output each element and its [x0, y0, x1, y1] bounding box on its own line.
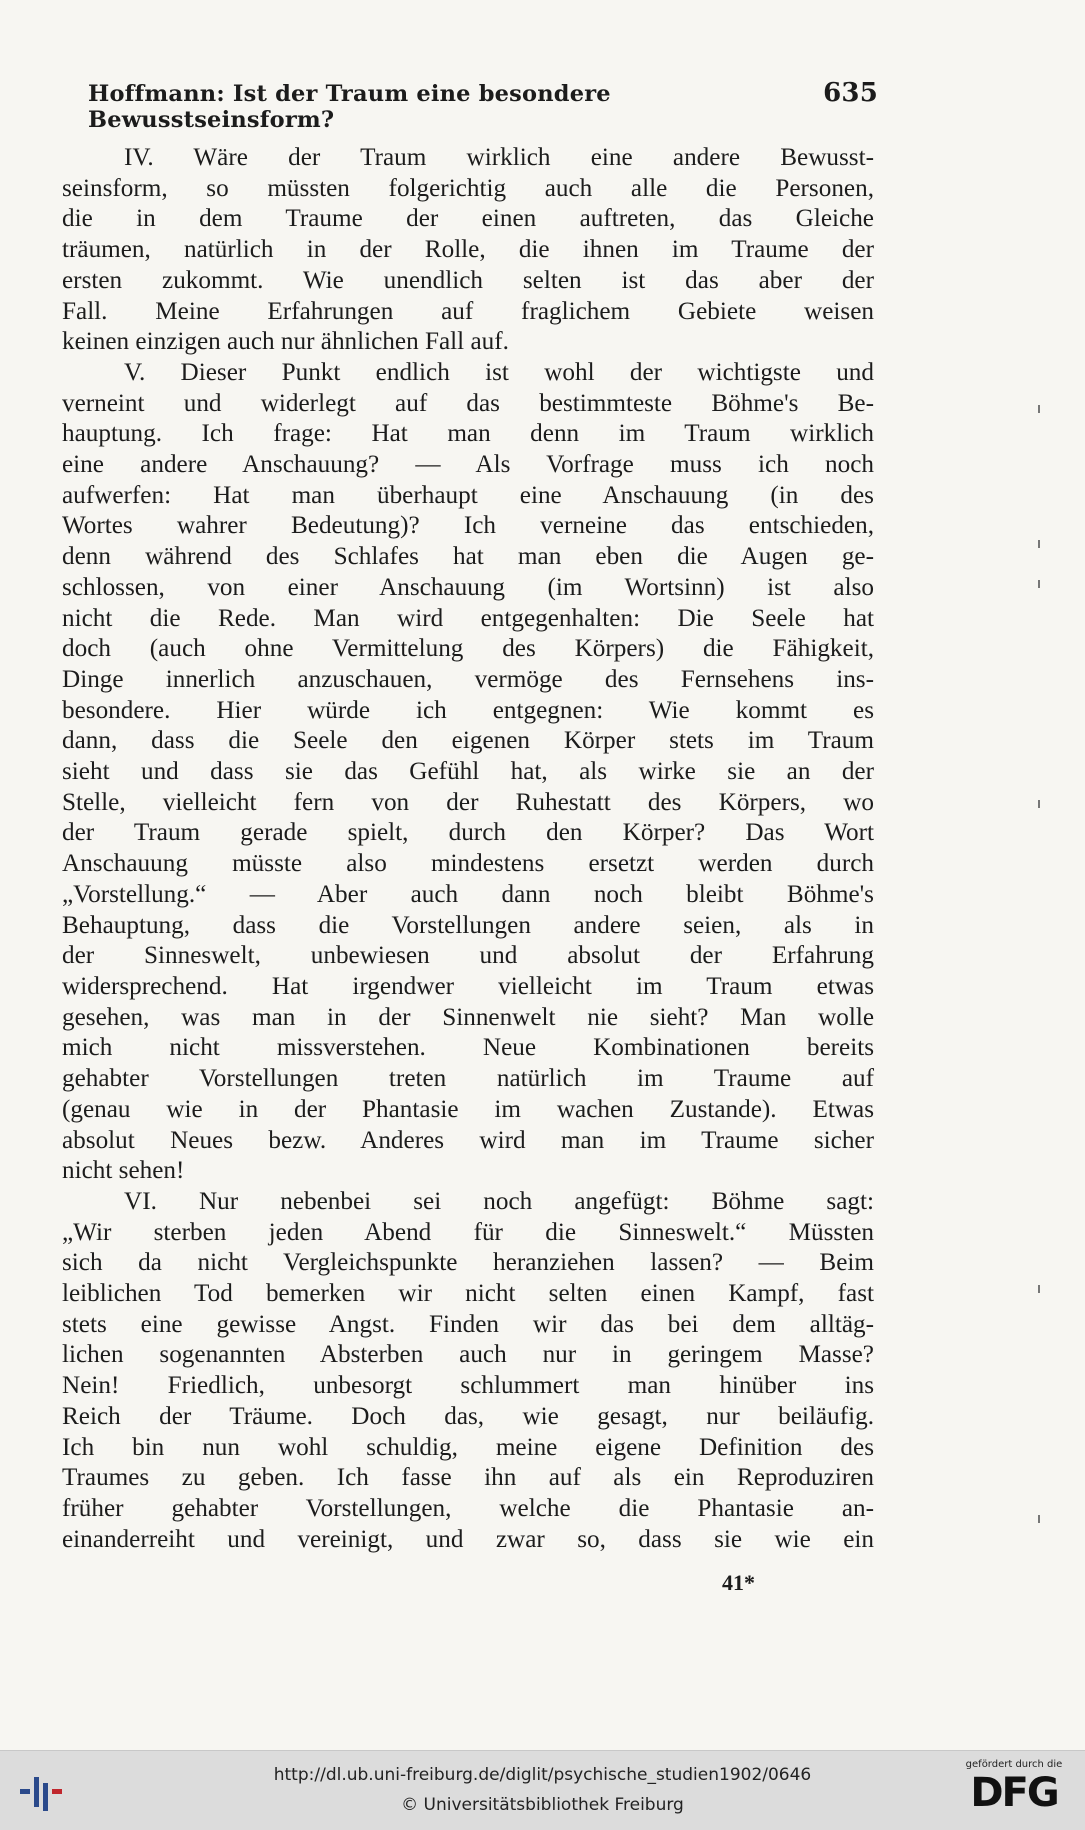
text-line: Nein! Friedlich, unbesorgt schlummert man hinüber ins [62, 1372, 874, 1400]
text-line: VI. Nur nebenbei sei noch angefügt: Böhme sagt: [124, 1187, 874, 1215]
text-line: „Vorstellung.“ — Aber auch dann noch bleibt Böhme's [62, 880, 874, 908]
text-line: Fall. Meine Erfahrungen auf fraglichem Gebiete weisen [62, 297, 874, 325]
text-line: träumen, natürlich in der Rolle, die ihnen im Traume der [62, 236, 874, 264]
text-line: Ich bin nun wohl schuldig, meine eigene Definition des [62, 1433, 874, 1461]
text-line: verneint und widerlegt auf das bestimmteste Böhme's Be- [62, 389, 874, 417]
text-line: der Sinneswelt, unbewiesen und absolut der Erfahrung [62, 942, 874, 970]
text-line: besondere. Hier würde ich entgegnen: Wie kommt es [62, 696, 874, 724]
text-line: aufwerfen: Hat man überhaupt eine Anschauung (in des [62, 481, 874, 509]
text-line: widersprechend. Hat irgendwer vielleicht im Traum etwas [62, 972, 874, 1000]
running-head [88, 78, 878, 133]
margin-mark [1038, 540, 1040, 548]
margin-mark [1038, 1515, 1040, 1523]
text-line: denn während des Schlafes hat man eben die Augen ge- [62, 543, 874, 571]
dfg-tagline: gefördert durch die [965, 1759, 1063, 1770]
text-line: Stelle, vielleicht fern von der Ruhestatt des Körpers, wo [62, 788, 874, 816]
copyright-notice: © Universitätsbibliothek Freiburg [401, 1795, 684, 1815]
text-line: eine andere Anschauung? — Als Vorfrage muss ich noch [62, 451, 874, 479]
text-line: Behauptung, dass die Vorstellungen andere seien, als in [62, 911, 874, 939]
text-line: „Wir sterben jeden Abend für die Sinneswelt.“ Müssten [62, 1218, 874, 1246]
text-line: früher gehabter Vorstellungen, welche die Phantasie an- [62, 1494, 874, 1522]
text-line: keinen einzigen auch nur ähnlichen Fall auf. [62, 328, 509, 356]
text-line: ersten zukommt. Wie unendlich selten ist das aber der [62, 266, 874, 294]
text-line: Traumes zu geben. Ich fasse ihn auf als ein Reproduziren [62, 1464, 874, 1492]
text-line: V. Dieser Punkt endlich ist wohl der wichtigste und [124, 358, 874, 386]
text-line: gesehen, was man in der Sinnenwelt nie sieht? Man wolle [62, 1003, 874, 1031]
text-line: Reich der Träume. Doch das, wie gesagt, nur beiläufig. [62, 1402, 874, 1430]
text-line: gehabter Vorstellungen treten natürlich im Traume auf [62, 1065, 874, 1093]
running-title: Hoffmann: Ist der Traum eine besondere Bewusstseinsform? [88, 81, 611, 133]
text-line: Dinge innerlich anzuschauen, vermöge des Fernsehens ins- [62, 665, 874, 693]
text-line: einanderreiht und vereinigt, und zwar so, dass sie wie ein [62, 1525, 874, 1553]
text-line: nicht die Rede. Man wird entgegenhalten: Die Seele hat [62, 604, 874, 632]
source-url[interactable]: http://dl.ub.uni-freiburg.de/diglit/psychische_studien1902/0646 [273, 1765, 812, 1785]
text-line: dann, dass die Seele den eigenen Körper stets im Traum [62, 727, 874, 755]
text-line: der Traum gerade spielt, durch den Körper? Das Wort [62, 819, 874, 847]
margin-mark [1038, 405, 1040, 413]
text-line: absolut Neues bezw. Anderes wird man im Traume sicher [62, 1126, 874, 1154]
signature-mark: 41* [722, 1570, 755, 1595]
body-text [62, 143, 874, 1555]
text-line: mich nicht missverstehen. Neue Kombinationen bereits [62, 1034, 874, 1062]
text-line: seinsform, so müssten folgerichtig auch alle die Personen, [62, 174, 874, 202]
text-line: sich da nicht Vergleichspunkte heranziehen lassen? — Beim [62, 1249, 874, 1277]
text-line: die in dem Traume der einen auftreten, das Gleiche [62, 205, 874, 233]
margin-mark [1038, 800, 1040, 808]
margin-mark [1038, 580, 1040, 588]
dfg-logo [955, 1759, 1073, 1825]
text-line: Wortes wahrer Bedeutung)? Ich verneine das entschieden, [62, 512, 874, 540]
text-line: hauptung. Ich frage: Hat man denn im Traum wirklich [62, 420, 874, 448]
text-line: stets eine gewisse Angst. Finden wir das bei dem alltäg- [62, 1310, 874, 1338]
text-line: (genau wie in der Phantasie im wachen Zustande). Etwas [62, 1095, 874, 1123]
margin-mark [1038, 1285, 1040, 1293]
text-line: sieht und dass sie das Gefühl hat, als wirke sie an der [62, 758, 874, 786]
text-line: leiblichen Tod bemerken wir nicht selten einen Kampf, fast [62, 1280, 874, 1308]
viewer-footer [0, 1750, 1085, 1830]
dfg-mark: DFG [970, 1770, 1058, 1816]
text-line: nicht sehen! [62, 1157, 185, 1185]
text-line: IV. Wäre der Traum wirklich eine andere Bewusst- [124, 144, 874, 171]
text-line: Anschauung müsste also mindestens ersetzt werden durch [62, 850, 874, 878]
text-line: doch (auch ohne Vermittelung des Körpers) die Fähigkeit, [62, 635, 874, 663]
text-line: schlossen, von einer Anschauung (im Wortsinn) ist also [62, 573, 874, 601]
text-line: lichen sogenannten Absterben auch nur in geringem Masse? [62, 1341, 874, 1369]
page-number: 635 [823, 78, 878, 108]
